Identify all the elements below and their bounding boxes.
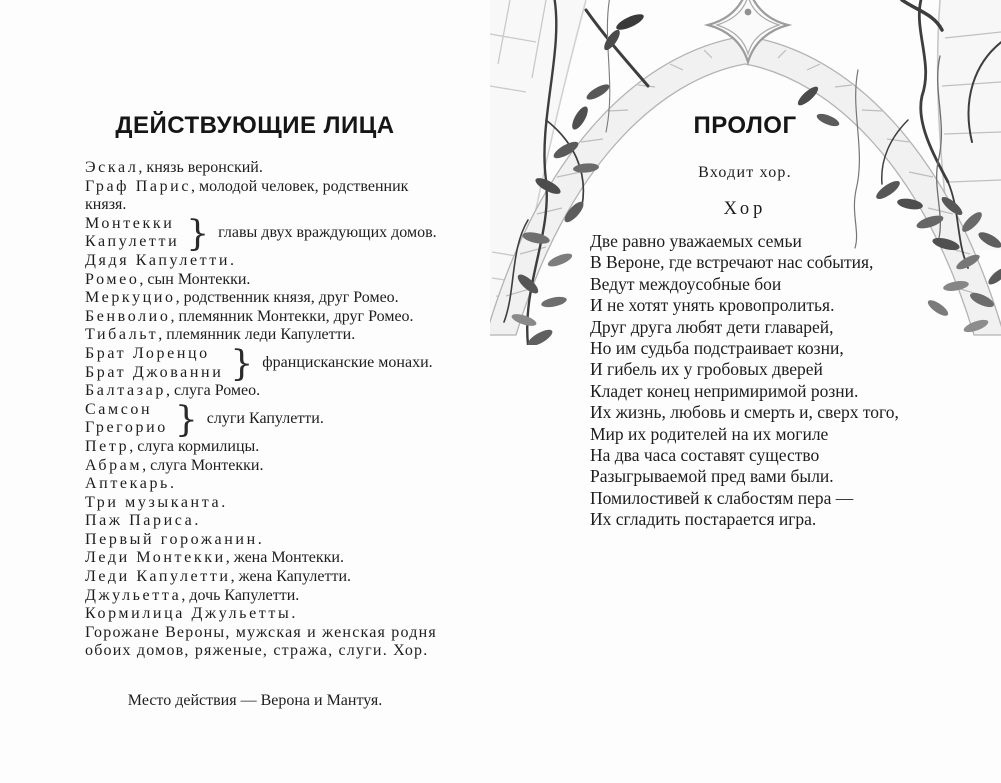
right-page <box>500 0 1001 783</box>
brace-icon: } <box>174 399 198 440</box>
poem-line: На два часа составят существо <box>590 445 820 466</box>
character-description: . <box>169 475 174 493</box>
character-name: Три музыканта <box>85 493 222 511</box>
character-description: , родственник князя, друг Ромео. <box>175 289 399 307</box>
cast-entry <box>85 252 445 271</box>
poem-line: Ведут междоусобные бои <box>590 273 782 294</box>
page-title-prologue: ПРОЛОГ <box>693 112 797 139</box>
character-name: Грегорио <box>85 419 168 437</box>
poem-line: Кладет конец непримиримой розни. <box>590 380 859 401</box>
stage-direction: Входит хор. <box>698 164 792 181</box>
character-name: Джульетта <box>85 586 182 604</box>
cast-entry <box>85 549 445 568</box>
cast-entry <box>85 605 445 624</box>
poem-line: Мир их родителей на их могиле <box>590 423 829 444</box>
page-title-dramatis-personae: ДЕЙСТВУЮЩИЕ ЛИЦА <box>115 112 395 139</box>
character-description: , слуга Монтекки. <box>142 456 264 474</box>
group-description: слуги Капулетти. <box>206 410 324 428</box>
character-name: Леди Монтекки <box>85 549 226 567</box>
character-name: Леди Капулетти <box>85 568 231 586</box>
character-name: Балтазар <box>85 382 166 400</box>
character-name: Аптекарь <box>85 475 170 493</box>
character-name: Самсон <box>85 400 153 418</box>
cast-entry <box>85 494 445 513</box>
cast-entry-collective: Горожане Вероны, мужская и женская родня обоих домов, ряженые, стража, слуги. Хор. <box>85 623 437 660</box>
poem-line: Разыгрываемой пред вами были. <box>590 466 834 487</box>
cast-list <box>85 159 445 661</box>
character-name: Монтекки <box>85 214 175 232</box>
character-description: , сын Монтекки. <box>139 270 251 288</box>
cast-entry <box>85 568 445 587</box>
left-page <box>0 0 500 783</box>
character-name: Капулетти <box>85 233 180 251</box>
grouped-character-names <box>85 215 179 252</box>
character-description: . <box>291 605 296 623</box>
cast-entry <box>85 159 445 178</box>
brace-icon: } <box>186 213 210 254</box>
character-name: Ромео <box>85 270 140 288</box>
cast-entry <box>85 382 445 401</box>
cast-entry <box>85 308 445 327</box>
character-name: Меркуцио <box>85 289 176 307</box>
cast-entry <box>85 587 445 606</box>
setting-note: Место действия — Верона и Мантуя. <box>127 692 383 709</box>
character-name: Брат Лоренцо <box>85 344 210 362</box>
character-description: , слуга Ромео. <box>165 382 261 400</box>
character-name: Абрам <box>85 456 143 474</box>
poem-line: В Вероне, где встречают нас события, <box>590 252 874 273</box>
grouped-character-names <box>85 345 223 382</box>
poem-line: Их сгладить постарается игра. <box>590 509 817 530</box>
poem-line: Друг друга любят дети главарей, <box>590 316 834 337</box>
character-description: , слуга кормилицы. <box>129 437 260 455</box>
cast-entry <box>85 457 445 476</box>
character-description: . <box>194 512 199 530</box>
character-name: Петр <box>85 437 130 455</box>
character-name: Эскал <box>85 159 139 176</box>
poem-line: Помилостивей к слабостям пера — <box>590 487 854 508</box>
group-description: францисканские монахи. <box>262 354 433 372</box>
character-name: Граф Парис <box>85 177 192 195</box>
cast-entry <box>85 289 445 308</box>
character-name: Тибальт <box>85 326 159 344</box>
cast-entry-group <box>85 345 445 382</box>
poem-line: Две равно уважаемых семьи <box>590 231 802 251</box>
character-name: Бенволио <box>85 307 171 325</box>
cast-entry <box>85 271 445 290</box>
cast-entry <box>85 531 445 550</box>
poem-line: И не хотят унять кровопролитья. <box>590 295 835 316</box>
character-name: Кормилица Джульетты <box>85 605 292 623</box>
cast-entry-group <box>85 401 445 438</box>
prologue-poem <box>590 231 899 531</box>
brace-icon: } <box>230 343 254 384</box>
cast-entry <box>85 326 445 345</box>
character-description: , жена Монтекки. <box>225 549 344 567</box>
character-description: , племянник леди Капулетти. <box>158 326 356 344</box>
character-description: , дочь Капулетти. <box>181 586 300 604</box>
cast-entry <box>85 512 445 531</box>
cast-entry <box>85 178 445 215</box>
cast-entry <box>85 475 445 494</box>
character-name: Паж Париса <box>85 512 195 530</box>
character-name: Дядя Капулетти <box>85 251 231 269</box>
group-description: главы двух враждующих домов. <box>218 224 437 242</box>
poem-line: Но им судьба подстраивает козни, <box>590 338 844 359</box>
cast-entry-group <box>85 215 445 252</box>
character-name: Брат Джованни <box>85 363 224 381</box>
character-description: , князь веронский. <box>138 159 263 176</box>
grouped-character-names <box>85 401 168 438</box>
character-description: . <box>221 493 226 511</box>
cast-entry <box>85 438 445 457</box>
character-description: . <box>257 530 262 548</box>
speaker-heading: Хор <box>723 199 767 219</box>
character-name: Первый горожанин <box>85 530 258 548</box>
poem-line: Их жизнь, любовь и смерть и, сверх того, <box>590 402 899 423</box>
character-description: , племянник Монтекки, друг Ромео. <box>170 307 414 325</box>
character-description: , жена Капулетти. <box>230 568 352 586</box>
poem-line: И гибель их у гробовых дверей <box>590 359 823 380</box>
character-description: . <box>230 251 235 269</box>
character-description: , молодой человек, родственник князя. <box>85 177 409 214</box>
